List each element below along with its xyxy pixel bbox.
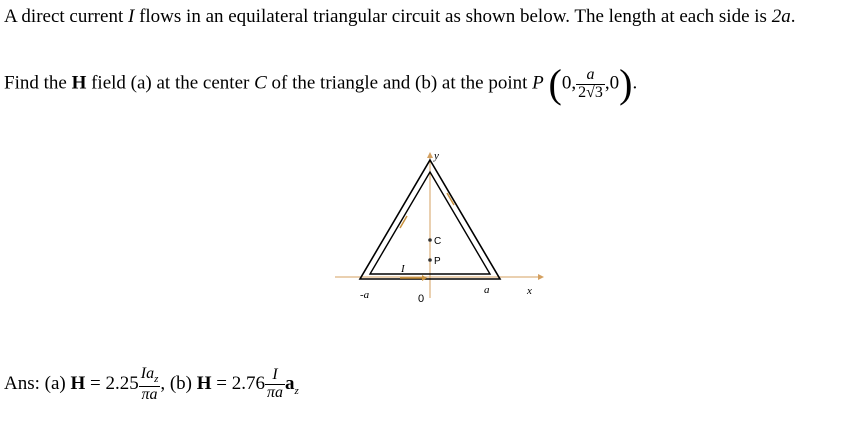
origin-label: 0 — [418, 293, 425, 305]
fraction-numerator: a — [586, 65, 595, 83]
unit-vector-b: a — [285, 373, 295, 395]
answer-line — [4, 366, 299, 404]
point-symbol: P — [532, 72, 544, 94]
unit-vector-b-subscript: z — [294, 384, 299, 397]
problem-text: flows in an equilateral triangular circuit as shown below. The length at each side is — [139, 6, 767, 27]
answer-separator: , (b) — [160, 373, 192, 395]
fraction-a — [139, 366, 161, 404]
neg-a-label: -a — [360, 289, 370, 301]
equals-b: = 2.76 — [211, 373, 265, 395]
H-symbol-b: H — [196, 373, 212, 395]
point-z: ,0 — [604, 72, 620, 94]
problem-statement-line-1 — [4, 6, 795, 28]
problem-text: Find the — [4, 72, 67, 94]
center-symbol: C — [254, 72, 267, 94]
problem-text: A direct current — [4, 6, 124, 27]
problem-text: field (a) at the center — [91, 72, 250, 94]
right-paren: ) — [619, 61, 633, 106]
H-symbol-a: H — [70, 373, 86, 395]
current-label: I — [401, 263, 405, 275]
equals-a: = 2.25 — [85, 373, 139, 395]
y-axis-label: y — [434, 150, 439, 162]
fraction-b-numerator: I — [272, 366, 278, 384]
side-length: 2a — [771, 6, 791, 27]
left-paren: ( — [548, 61, 562, 106]
current-arrowhead-bottom — [422, 275, 427, 281]
fraction-denominator: 2√3 — [578, 83, 603, 101]
fraction-b — [265, 367, 285, 402]
period: . — [632, 72, 638, 94]
problem-statement-line-2 — [4, 61, 638, 106]
fraction-a-denominator: πa — [139, 386, 161, 404]
current-symbol: I — [127, 6, 135, 27]
fraction-a-numerator: $Ia_z$ — [140, 365, 159, 386]
period: . — [790, 6, 796, 27]
point-P — [428, 258, 432, 262]
center-point — [428, 238, 432, 242]
problem-text: of the triangle and (b) at the point — [271, 72, 528, 94]
triangle-circuit-figure — [330, 148, 560, 308]
point-y-fraction — [576, 67, 605, 102]
x-axis-arrow — [538, 274, 544, 280]
center-label: C — [434, 236, 442, 247]
x-axis-label: x — [527, 285, 532, 297]
point-P-label: P — [434, 256, 441, 267]
point-x: 0, — [561, 72, 577, 94]
y-axis-arrow — [427, 152, 433, 158]
H-field-symbol: H — [71, 72, 87, 94]
fraction-b-denominator: πa — [267, 384, 284, 402]
a-label: a — [484, 284, 490, 296]
answer-prefix: Ans: (a) — [4, 373, 66, 395]
